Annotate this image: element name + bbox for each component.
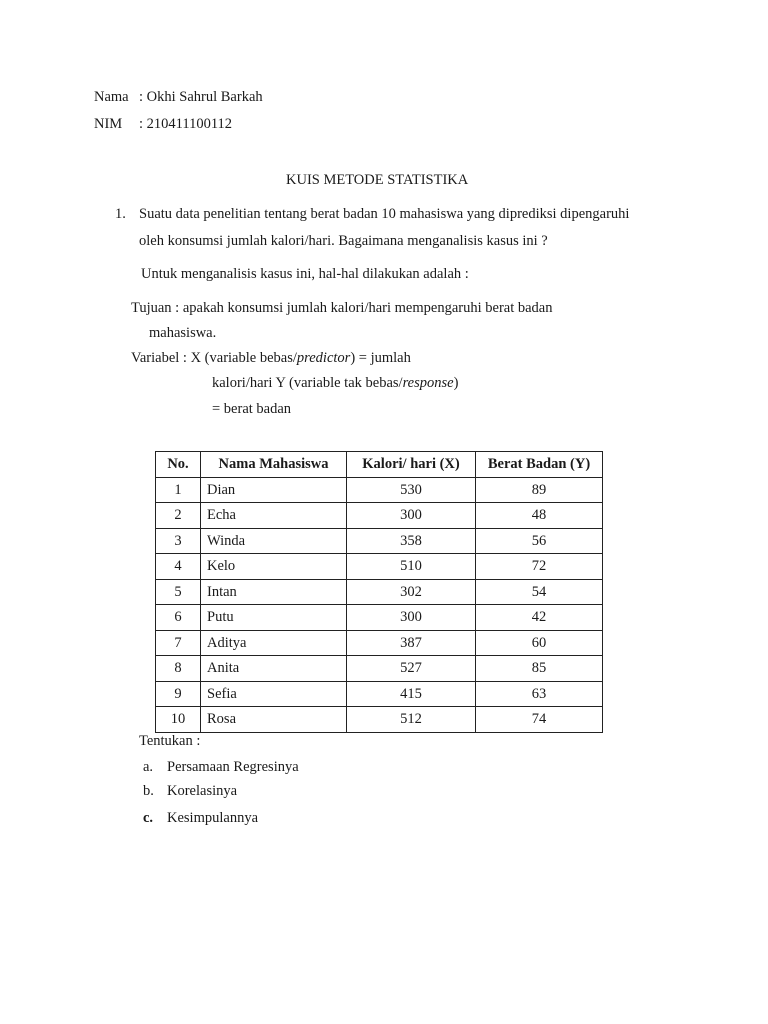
cell-kalori: 530 bbox=[347, 477, 476, 503]
variabel-line2-suffix: ) bbox=[453, 375, 459, 391]
cell-no: 7 bbox=[156, 630, 201, 656]
cell-no: 6 bbox=[156, 605, 201, 631]
table-row bbox=[156, 681, 603, 707]
intro-text: Untuk menganalisis kasus ini, hal-hal dilakukan adalah : bbox=[141, 266, 469, 282]
cell-kalori: 358 bbox=[347, 528, 476, 554]
cell-nama: Aditya bbox=[201, 630, 347, 656]
data-table bbox=[155, 451, 603, 733]
cell-kalori: 387 bbox=[347, 630, 476, 656]
tujuan-line-1: Tujuan : apakah konsumsi jumlah kalori/hari mempengaruhi berat badan bbox=[131, 300, 553, 316]
cell-kalori: 300 bbox=[347, 605, 476, 631]
question-line-1: Suatu data penelitian tentang berat badan 10 mahasiswa yang diprediksi dipengaruhi bbox=[139, 206, 630, 222]
variabel-line2-prefix: kalori/hari Y (variable tak bebas/ bbox=[212, 375, 403, 391]
table-row bbox=[156, 707, 603, 733]
cell-berat: 89 bbox=[476, 477, 603, 503]
table-row bbox=[156, 528, 603, 554]
tujuan-line-2: mahasiswa. bbox=[149, 325, 217, 341]
table-row bbox=[156, 656, 603, 682]
task-marker-c: c. bbox=[143, 810, 154, 826]
cell-kalori: 302 bbox=[347, 579, 476, 605]
table-row bbox=[156, 477, 603, 503]
cell-no: 3 bbox=[156, 528, 201, 554]
cell-nama: Anita bbox=[201, 656, 347, 682]
nim-label: NIM bbox=[94, 116, 123, 132]
variabel-suffix: ) = jumlah bbox=[350, 350, 411, 366]
task-marker-b: b. bbox=[143, 783, 154, 799]
nama-value: : Okhi Sahrul Barkah bbox=[139, 89, 263, 105]
cell-kalori: 510 bbox=[347, 554, 476, 580]
nama-label: Nama bbox=[94, 89, 129, 105]
cell-kalori: 512 bbox=[347, 707, 476, 733]
table-row bbox=[156, 554, 603, 580]
cell-nama: Rosa bbox=[201, 707, 347, 733]
cell-kalori: 415 bbox=[347, 681, 476, 707]
cell-berat: 85 bbox=[476, 656, 603, 682]
task-item-c: Kesimpulannya bbox=[167, 810, 259, 826]
cell-berat: 60 bbox=[476, 630, 603, 656]
cell-nama: Putu bbox=[201, 605, 347, 631]
table-row bbox=[156, 579, 603, 605]
cell-berat: 72 bbox=[476, 554, 603, 580]
cell-kalori: 300 bbox=[347, 503, 476, 529]
variabel-prefix: Variabel : X (variable bebas/ bbox=[131, 350, 297, 366]
header-no: No. bbox=[156, 452, 201, 478]
cell-berat: 48 bbox=[476, 503, 603, 529]
page-title: KUIS METODE STATISTIKA bbox=[286, 172, 469, 188]
question-line-2: oleh konsumsi jumlah kalori/hari. Bagaimana menganalisis kasus ini ? bbox=[139, 233, 548, 249]
cell-nama: Kelo bbox=[201, 554, 347, 580]
header-berat: Berat Badan (Y) bbox=[476, 452, 603, 478]
cell-nama: Echa bbox=[201, 503, 347, 529]
table-row bbox=[156, 503, 603, 529]
header-nama: Nama Mahasiswa bbox=[201, 452, 347, 478]
cell-berat: 74 bbox=[476, 707, 603, 733]
variabel-response: response bbox=[402, 375, 454, 391]
cell-kalori: 527 bbox=[347, 656, 476, 682]
cell-berat: 54 bbox=[476, 579, 603, 605]
table-row bbox=[156, 605, 603, 631]
cell-no: 10 bbox=[156, 707, 201, 733]
cell-berat: 63 bbox=[476, 681, 603, 707]
variabel-line-3: = berat badan bbox=[212, 401, 292, 417]
variabel-line-1 bbox=[131, 349, 411, 367]
header-kalori: Kalori/ hari (X) bbox=[347, 452, 476, 478]
task-item-a: Persamaan Regresinya bbox=[167, 759, 299, 775]
cell-no: 8 bbox=[156, 656, 201, 682]
cell-no: 4 bbox=[156, 554, 201, 580]
variabel-line-2 bbox=[212, 374, 458, 392]
cell-no: 9 bbox=[156, 681, 201, 707]
cell-nama: Dian bbox=[201, 477, 347, 503]
task-marker-a: a. bbox=[143, 759, 154, 775]
question-number: 1. bbox=[115, 206, 126, 222]
cell-no: 1 bbox=[156, 477, 201, 503]
variabel-predictor: predictor bbox=[296, 350, 351, 366]
table-header-row bbox=[156, 452, 603, 478]
table-row bbox=[156, 630, 603, 656]
task-item-b: Korelasinya bbox=[167, 783, 238, 799]
nim-value: : 210411100112 bbox=[139, 116, 233, 132]
cell-nama: Sefia bbox=[201, 681, 347, 707]
cell-berat: 56 bbox=[476, 528, 603, 554]
cell-berat: 42 bbox=[476, 605, 603, 631]
cell-no: 2 bbox=[156, 503, 201, 529]
tasks-label: Tentukan : bbox=[139, 733, 201, 749]
cell-nama: Winda bbox=[201, 528, 347, 554]
cell-no: 5 bbox=[156, 579, 201, 605]
cell-nama: Intan bbox=[201, 579, 347, 605]
